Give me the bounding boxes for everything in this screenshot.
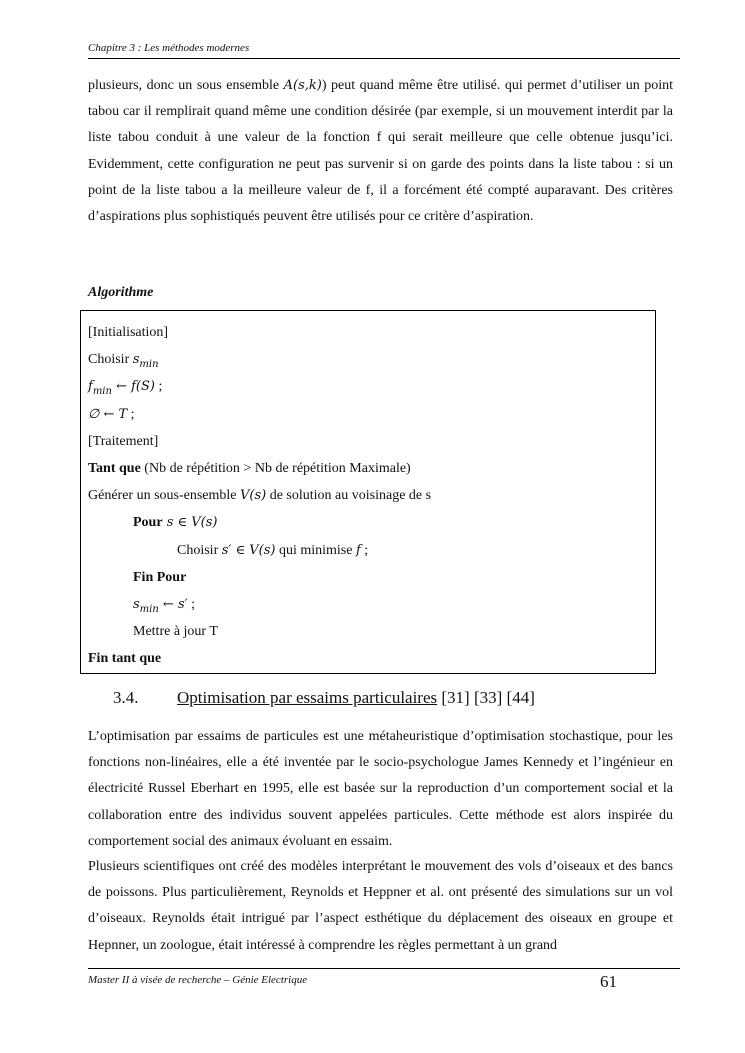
body-paragraph-1: L’optimisation par essaims de particules est une métaheuristique d’optimisation stochastique, pour les fonctions non-linéaires, elle a été inventée par le socio-psychologue James Kennedy et l’ingénieur en électricité Russel Eberhart en 1995, elle est basée sur la reproduction d’un comportement social et la collaboration entre des individus souvent appelées particules. Cette méthode est alors inspirée du comportement social des animaux évoluant en essaim.	[88, 729, 673, 849]
algo-keyword: Tant que	[88, 461, 141, 476]
algo-empty	[88, 407, 135, 423]
intro-text-1: plusieurs, donc un sous ensemble	[88, 78, 284, 93]
algo-math: f	[88, 379, 93, 394]
algo-text: qui minimise	[275, 543, 356, 558]
intro-text-2: ) peut quand même être utilisé. qui permet d’utiliser un point tabou car il remplirait quand même une condition désirée (par exemple, si un mouvement interdit par la liste tabou conduit à une valeur de la fonction f qui serait meilleure que celle obtenue jusqu’ici. Evidemment, cette configuration ne peut pas survenir si on garde des points dans la liste tabou : si un point de la liste tabou a la meilleure valeur de f, il a forcément été compté auparavant. Des critères d’aspirations plus sophistiqués peuvent être utilisés pour ce critère d’aspiration.	[88, 78, 673, 225]
algo-text: ;	[154, 379, 163, 394]
algo-sub: min	[139, 358, 159, 370]
algo-choose-sprime	[177, 543, 368, 559]
algo-math: ∅ ← T	[88, 407, 128, 422]
algo-end-for: Fin Pour	[133, 570, 187, 585]
algo-math: f	[355, 543, 361, 558]
chapter-title: Chapitre 3 : Les méthodes modernes	[88, 42, 250, 54]
algo-text: de solution au voisinage de s	[266, 488, 432, 503]
algo-math: s′ ∈ V(s)	[221, 543, 276, 558]
section-title: Optimisation par essaims particulaires	[177, 688, 438, 707]
algo-text: Choisir	[88, 352, 133, 367]
algo-math: ← f(S)	[111, 379, 155, 394]
algo-math: s	[133, 597, 140, 612]
algo-fmin	[88, 379, 162, 397]
footer-text: Master II à visée de recherche – Génie Electrique	[88, 974, 308, 986]
algo-text: Générer un sous-ensemble	[88, 488, 241, 503]
algo-text: (Nb de répétition > Nb de répétition Maximale)	[140, 461, 411, 476]
algo-choose-smin	[88, 352, 159, 370]
algo-text: ;	[127, 407, 135, 422]
algo-traitement: [Traitement]	[88, 434, 159, 449]
algo-end-while: Fin tant que	[88, 651, 162, 666]
section-number: 3.4.	[113, 688, 139, 707]
algo-text: Choisir	[177, 543, 222, 558]
algo-math: ← s′	[158, 597, 188, 612]
algo-text: ;	[187, 597, 195, 612]
algo-update: Mettre à jour T	[133, 624, 218, 639]
algo-while	[88, 461, 411, 477]
algo-sub: min	[92, 385, 112, 397]
section-heading	[113, 688, 535, 708]
running-footer	[88, 968, 680, 986]
algo-math: V(s)	[240, 488, 267, 503]
intro-paragraph	[88, 73, 673, 230]
algo-init: [Initialisation]	[88, 325, 169, 340]
running-header	[88, 42, 680, 59]
algo-generate	[88, 488, 431, 504]
algo-smin-assign	[133, 597, 195, 615]
algo-for	[133, 515, 217, 531]
body-paragraph-2: Plusieurs scientifiques ont créé des modèles interprétant le mouvement des vols d’oiseaux et des bancs de poissons. Plus particulièrement, Reynolds et Heppner et al. ont présenté des simulations sur un vol d’oiseaux. Reynolds était intrigué par l’aspect esthétique du déplacement des oiseaux en groupe et Hepnner, un zoologue, était intéressé à comprendre les règles permettant à un grand	[88, 859, 673, 953]
section-refs: [31] [33] [44]	[437, 688, 535, 707]
algo-keyword: Pour	[133, 515, 163, 530]
algo-math: s ∈ V(s)	[162, 515, 218, 530]
algo-sub: min	[139, 603, 159, 615]
page-number: 61	[600, 972, 617, 991]
intro-math: A(s,k)	[283, 78, 322, 93]
algo-math: s	[132, 352, 140, 367]
algorithm-title: Algorithme	[88, 285, 154, 300]
algo-text: ;	[360, 543, 369, 558]
